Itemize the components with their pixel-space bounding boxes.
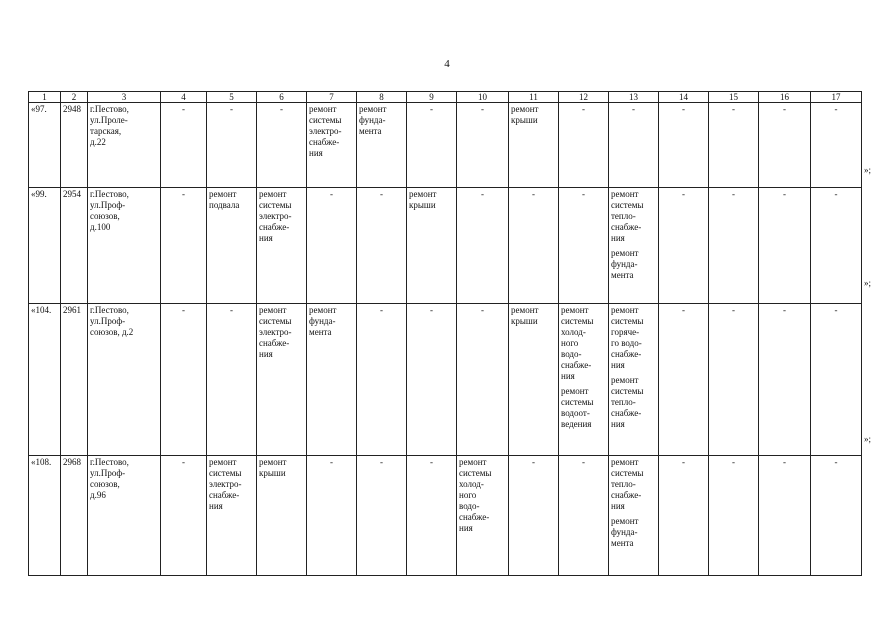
- empty-mark: -: [783, 189, 786, 199]
- table-cell: [88, 103, 161, 188]
- empty-mark: -: [732, 457, 735, 467]
- empty-mark: -: [430, 305, 433, 315]
- header-cell: 16: [759, 92, 811, 103]
- header-cell: 2: [61, 92, 88, 103]
- empty-mark: -: [682, 189, 685, 199]
- row-closing-quote: »;: [864, 278, 872, 288]
- cell-text: ремонт системы электро- снабже- ния: [209, 457, 242, 511]
- empty-mark: -: [732, 104, 735, 114]
- cell-text: ремонт фунда- мента: [611, 516, 639, 548]
- table-cell: [709, 304, 759, 456]
- table-cell: [257, 188, 307, 304]
- table-cell: [407, 456, 457, 576]
- table-cell: [509, 188, 559, 304]
- table-cell: [307, 304, 357, 456]
- empty-mark: -: [682, 457, 685, 467]
- empty-mark: -: [632, 104, 635, 114]
- cell-text: г.Пестово, ул.Проф- союзов, д.2: [90, 305, 134, 337]
- empty-mark: -: [834, 305, 838, 315]
- table-cell: [257, 103, 307, 188]
- empty-mark: -: [532, 457, 535, 467]
- table-cell: [407, 103, 457, 188]
- table-cell: [811, 188, 862, 304]
- cell-text: ремонт системы тепло- снабже- ния: [611, 457, 644, 511]
- table-cell: [61, 103, 88, 188]
- header-cell: 4: [161, 92, 207, 103]
- table-cell: [509, 103, 559, 188]
- table-cell: [307, 456, 357, 576]
- table-cell: [357, 304, 407, 456]
- empty-mark: -: [430, 457, 433, 467]
- table-row: [29, 103, 862, 188]
- table-cell: [257, 304, 307, 456]
- cell-text: ремонт системы тепло- снабже- ния: [611, 375, 644, 429]
- empty-mark: -: [834, 189, 838, 199]
- table-cell: [307, 188, 357, 304]
- header-cell: 5: [207, 92, 257, 103]
- cell-text: «99.: [31, 189, 47, 199]
- empty-mark: -: [182, 457, 185, 467]
- header-cell: 1: [29, 92, 61, 103]
- empty-mark: -: [582, 104, 585, 114]
- cell-text: ремонт крыши: [511, 305, 539, 326]
- table-cell: [457, 456, 509, 576]
- empty-mark: -: [182, 104, 185, 114]
- header-cell: 14: [659, 92, 709, 103]
- header-cell: 15: [709, 92, 759, 103]
- empty-mark: -: [380, 305, 383, 315]
- table-cell: [29, 304, 61, 456]
- empty-mark: -: [481, 104, 484, 114]
- cell-text: ремонт крыши: [259, 457, 287, 478]
- table-cell: [811, 456, 862, 576]
- cell-text: 2954: [63, 189, 81, 199]
- empty-mark: -: [182, 305, 185, 315]
- table-cell: [207, 456, 257, 576]
- empty-mark: -: [330, 189, 333, 199]
- empty-mark: -: [783, 104, 786, 114]
- table-cell: [357, 103, 407, 188]
- table-cell: [759, 304, 811, 456]
- cell-text: ремонт фунда- мента: [359, 104, 387, 136]
- empty-mark: -: [380, 457, 383, 467]
- cell-text: ремонт фунда- мента: [611, 248, 639, 280]
- empty-mark: -: [682, 305, 685, 315]
- table-cell: [357, 456, 407, 576]
- cell-text: ремонт системы холод- ного водо- снабже- ния: [459, 457, 492, 533]
- cell-text: 2961: [63, 305, 81, 315]
- table-row: [29, 456, 862, 576]
- row-closing-quote: »;: [864, 434, 872, 444]
- header-cell: 10: [457, 92, 509, 103]
- cell-text: г.Пестово, ул.Проф- союзов, д.100: [90, 189, 129, 232]
- empty-mark: -: [732, 189, 735, 199]
- empty-mark: -: [582, 457, 585, 467]
- header-cell: 17: [811, 92, 862, 103]
- table-cell: [709, 103, 759, 188]
- table-cell: [609, 304, 659, 456]
- table-cell: [609, 188, 659, 304]
- header-cell: 8: [357, 92, 407, 103]
- table-cell: [659, 103, 709, 188]
- cell-text: «108.: [31, 457, 52, 467]
- table-cell: [709, 456, 759, 576]
- table-cell: [61, 304, 88, 456]
- empty-mark: -: [582, 189, 585, 199]
- repair-schedule-table: [28, 91, 862, 576]
- header-row: [29, 92, 862, 103]
- header-cell: 11: [509, 92, 559, 103]
- table-cell: [161, 103, 207, 188]
- cell-text: 2968: [63, 457, 81, 467]
- cell-text: г.Пестово, ул.Проле- тарская, д.22: [90, 104, 129, 147]
- table-cell: [29, 456, 61, 576]
- header-cell: 6: [257, 92, 307, 103]
- table-row: [29, 304, 862, 456]
- table-cell: [559, 188, 609, 304]
- table-cell: [207, 304, 257, 456]
- cell-text: ремонт крыши: [511, 104, 539, 125]
- header-cell: 13: [609, 92, 659, 103]
- page-number: 4: [444, 58, 450, 70]
- empty-mark: -: [732, 305, 735, 315]
- table-cell: [509, 304, 559, 456]
- table-cell: [811, 304, 862, 456]
- cell-text: «104.: [31, 305, 52, 315]
- header-cell: 9: [407, 92, 457, 103]
- table-cell: [357, 188, 407, 304]
- empty-mark: -: [834, 104, 838, 114]
- table-cell: [307, 103, 357, 188]
- table-cell: [88, 456, 161, 576]
- empty-mark: -: [481, 189, 484, 199]
- table-cell: [659, 456, 709, 576]
- table-cell: [609, 103, 659, 188]
- table-cell: [509, 456, 559, 576]
- cell-text: ремонт системы электро- снабже- ния: [309, 104, 342, 158]
- cell-text: г.Пестово, ул.Проф- союзов, д.96: [90, 457, 129, 500]
- table-cell: [457, 304, 509, 456]
- cell-text: ремонт фунда- мента: [309, 305, 337, 337]
- table-cell: [207, 103, 257, 188]
- header-cell: 3: [88, 92, 161, 103]
- table-cell: [559, 103, 609, 188]
- cell-text: «97.: [31, 104, 47, 114]
- empty-mark: -: [783, 457, 786, 467]
- cell-text: ремонт подвала: [209, 189, 240, 210]
- empty-mark: -: [430, 104, 433, 114]
- cell-text: ремонт системы горяче- го водо- снабже- ния: [611, 305, 644, 370]
- empty-mark: -: [182, 189, 185, 199]
- empty-mark: -: [380, 189, 383, 199]
- table-cell: [257, 456, 307, 576]
- table-cell: [457, 103, 509, 188]
- empty-mark: -: [280, 104, 283, 114]
- table-cell: [29, 188, 61, 304]
- table-cell: [559, 304, 609, 456]
- table-cell: [609, 456, 659, 576]
- table-cell: [759, 188, 811, 304]
- cell-text: ремонт системы водоот- ведения: [561, 386, 594, 429]
- cell-text: ремонт системы тепло- снабже- ния: [611, 189, 644, 243]
- table-cell: [457, 188, 509, 304]
- table-cell: [659, 304, 709, 456]
- table-cell: [407, 188, 457, 304]
- table-cell: [709, 188, 759, 304]
- empty-mark: -: [481, 305, 484, 315]
- table-cell: [161, 304, 207, 456]
- empty-mark: -: [834, 457, 838, 467]
- header-cell: 12: [559, 92, 609, 103]
- cell-text: 2948: [63, 104, 81, 114]
- table-cell: [29, 103, 61, 188]
- table-cell: [207, 188, 257, 304]
- table-cell: [407, 304, 457, 456]
- table-cell: [161, 188, 207, 304]
- empty-mark: -: [230, 305, 233, 315]
- table-row: [29, 188, 862, 304]
- row-closing-quote: »;: [864, 165, 872, 175]
- cell-text: ремонт крыши: [409, 189, 437, 210]
- table-cell: [811, 103, 862, 188]
- empty-mark: -: [532, 189, 535, 199]
- table-cell: [759, 456, 811, 576]
- empty-mark: -: [330, 457, 333, 467]
- table-cell: [61, 188, 88, 304]
- table-cell: [759, 103, 811, 188]
- cell-text: ремонт системы электро- снабже- ния: [259, 305, 292, 359]
- cell-text: ремонт системы электро- снабже- ния: [259, 189, 292, 243]
- empty-mark: -: [230, 104, 233, 114]
- table-cell: [88, 304, 161, 456]
- empty-mark: -: [783, 305, 786, 315]
- table-cell: [88, 188, 161, 304]
- table-cell: [659, 188, 709, 304]
- table-cell: [161, 456, 207, 576]
- cell-text: ремонт системы холод- ного водо- снабже- ния: [561, 305, 594, 381]
- header-cell: 7: [307, 92, 357, 103]
- empty-mark: -: [682, 104, 685, 114]
- table-cell: [61, 456, 88, 576]
- table-cell: [559, 456, 609, 576]
